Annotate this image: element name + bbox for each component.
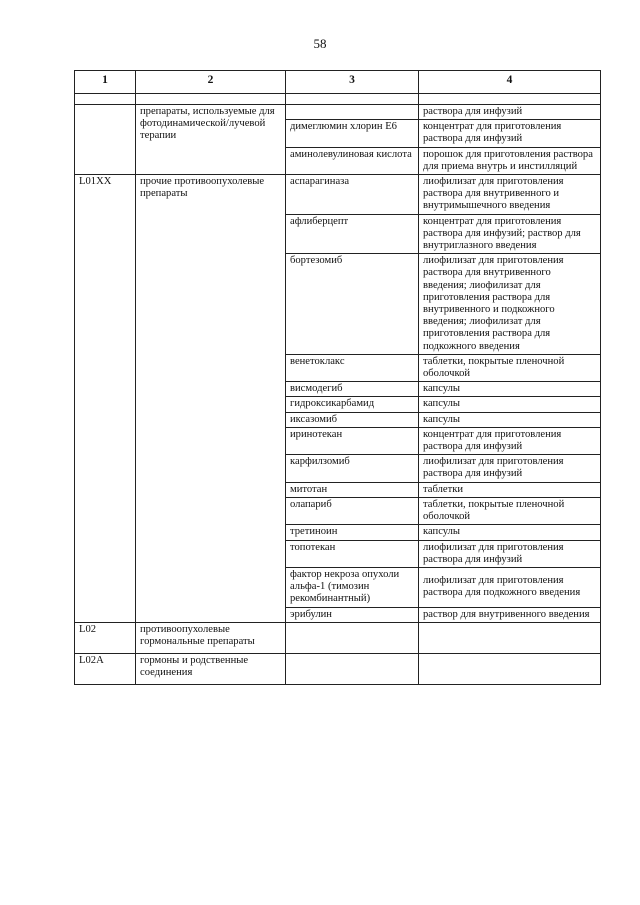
drug-name: венетоклакс bbox=[286, 354, 419, 381]
drug-name bbox=[286, 105, 419, 120]
atc-code: L02 bbox=[75, 622, 136, 653]
drug-name: аспарагиназа bbox=[286, 175, 419, 215]
drug-name: димеглюмин хлорин Е6 bbox=[286, 120, 419, 147]
header-row bbox=[75, 71, 601, 94]
drug-name: митотан bbox=[286, 482, 419, 497]
drug-name: иринотекан bbox=[286, 427, 419, 454]
dosage-form: таблетки, покрытые пленочной оболочкой bbox=[419, 354, 601, 381]
table-row bbox=[75, 622, 601, 653]
table-row bbox=[75, 105, 601, 120]
dosage-form: лиофилизат для приготовления раствора для подкожного введения bbox=[419, 567, 601, 607]
dosage-form: концентрат для приготовления раствора для инфузий bbox=[419, 120, 601, 147]
header-col-4: 4 bbox=[419, 71, 601, 94]
dosage-form bbox=[419, 622, 601, 653]
dosage-form: таблетки, покрытые пленочной оболочкой bbox=[419, 497, 601, 524]
drug-name: олапариб bbox=[286, 497, 419, 524]
atc-code: L02A bbox=[75, 653, 136, 684]
spacer-row bbox=[75, 94, 601, 105]
dosage-form: капсулы bbox=[419, 525, 601, 540]
group-name: прочие противоопухолевые препараты bbox=[136, 175, 286, 623]
dosage-form: лиофилизат для приготовления раствора для внутривенного и внутримышечного введения bbox=[419, 175, 601, 215]
dosage-form: капсулы bbox=[419, 382, 601, 397]
group-name: препараты, используемые для фотодинамической/лучевой терапии bbox=[136, 105, 286, 175]
dosage-form: капсулы bbox=[419, 397, 601, 412]
dosage-form: капсулы bbox=[419, 412, 601, 427]
dosage-form bbox=[419, 653, 601, 684]
table-row bbox=[75, 175, 601, 215]
dosage-form: таблетки bbox=[419, 482, 601, 497]
drug-name: топотекан bbox=[286, 540, 419, 567]
dosage-form: концентрат для приготовления раствора для инфузий; раствор для внутриглазного введения bbox=[419, 214, 601, 254]
atc-code: L01XX bbox=[75, 175, 136, 623]
drug-name: гидроксикарбамид bbox=[286, 397, 419, 412]
drug-name: висмодегиб bbox=[286, 382, 419, 397]
dosage-form: лиофилизат для приготовления раствора для инфузий bbox=[419, 455, 601, 482]
atc-code bbox=[75, 105, 136, 175]
dosage-form: порошок для приготовления раствора для приема внутрь и инстилляций bbox=[419, 147, 601, 174]
drug-name: эрибулин bbox=[286, 607, 419, 622]
drug-name bbox=[286, 622, 419, 653]
dosage-form: раствора для инфузий bbox=[419, 105, 601, 120]
dosage-form: концентрат для приготовления раствора для инфузий bbox=[419, 427, 601, 454]
header-col-2: 2 bbox=[136, 71, 286, 94]
drug-name: иксазомиб bbox=[286, 412, 419, 427]
drug-name: афлиберцепт bbox=[286, 214, 419, 254]
drug-table bbox=[74, 70, 601, 685]
drug-name: аминолевулиновая кислота bbox=[286, 147, 419, 174]
page-number: 58 bbox=[313, 36, 327, 51]
header-col-3: 3 bbox=[286, 71, 419, 94]
drug-name bbox=[286, 653, 419, 684]
dosage-form: лиофилизат для приготовления раствора для внутривенного введения; лиофилизат для приготовления раствора для внутривенного и подкожного введения; лиофилизат для приготовления раствора для подкожного введения bbox=[419, 254, 601, 355]
header-col-1: 1 bbox=[75, 71, 136, 94]
table-row bbox=[75, 653, 601, 684]
group-name: противоопухолевые гормональные препараты bbox=[136, 622, 286, 653]
drug-name: карфилзомиб bbox=[286, 455, 419, 482]
drug-name: третиноин bbox=[286, 525, 419, 540]
drug-name: фактор некроза опухоли альфа-1 (тимозин рекомбинантный) bbox=[286, 567, 419, 607]
drug-name: бортезомиб bbox=[286, 254, 419, 355]
group-name: гормоны и родственные соединения bbox=[136, 653, 286, 684]
dosage-form: раствор для внутривенного введения bbox=[419, 607, 601, 622]
dosage-form: лиофилизат для приготовления раствора для инфузий bbox=[419, 540, 601, 567]
